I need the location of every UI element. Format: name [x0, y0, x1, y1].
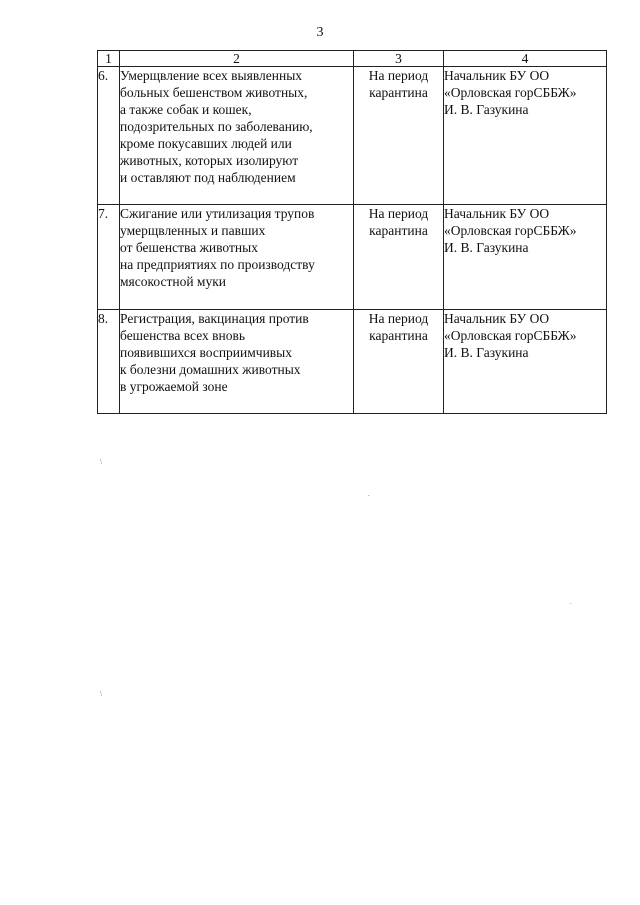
text-line: в угрожаемой зоне [120, 379, 228, 394]
text-line: карантина [369, 85, 428, 100]
text-line: от бешенства животных [120, 240, 258, 255]
table-row [98, 67, 607, 205]
measures-table [97, 50, 607, 414]
scan-speck: . [368, 490, 370, 498]
header-col-1: 1 [98, 51, 120, 67]
text-line: подозрительных по заболеванию, [120, 119, 313, 134]
text-line: И. В. Газукина [444, 240, 529, 255]
header-col-2: 2 [120, 51, 354, 67]
text-line: появившихся восприимчивых [120, 345, 292, 360]
scan-speck: \ [100, 690, 102, 698]
table-row [98, 310, 607, 414]
text-line: На период [368, 68, 429, 83]
measure-responsible [444, 205, 607, 310]
row-number: 7. [98, 205, 120, 310]
text-line: умерщвленных и павших [120, 223, 266, 238]
text-line: на предприятиях по производству [120, 257, 315, 272]
text-line: животных, которых изолируют [120, 153, 299, 168]
text-line: Начальник БУ ОО [444, 68, 550, 83]
header-col-3: 3 [354, 51, 444, 67]
text-line: кроме покусавших людей или [120, 136, 292, 151]
text-line: Регистрация, вакцинация против [120, 311, 309, 326]
measure-description [120, 205, 354, 310]
text-line: Умерщвление всех выявленных [120, 68, 303, 83]
text-line: а также собак и кошек, [120, 102, 252, 117]
text-line: карантина [369, 328, 428, 343]
text-line: На период [368, 311, 429, 326]
page-number: 3 [316, 25, 324, 40]
scan-speck: \ [100, 458, 102, 466]
text-line: На период [368, 206, 429, 221]
text-line: «Орловская горСББЖ» [444, 85, 577, 100]
text-line: Начальник БУ ОО [444, 311, 550, 326]
scan-speck: . [570, 598, 572, 606]
text-line: карантина [369, 223, 428, 238]
text-line: и оставляют под наблюдением [120, 170, 296, 185]
row-number: 6. [98, 67, 120, 205]
measure-term [354, 310, 444, 414]
text-line: «Орловская горСББЖ» [444, 328, 577, 343]
text-line: бешенства всех вновь [120, 328, 246, 343]
row-number: 8. [98, 310, 120, 414]
header-col-4: 4 [444, 51, 607, 67]
text-line: к болезни домашних животных [120, 362, 301, 377]
table-header-row [98, 51, 607, 67]
text-line: И. В. Газукина [444, 102, 529, 117]
text-line: И. В. Газукина [444, 345, 529, 360]
text-line: больных бешенством животных, [120, 85, 308, 100]
text-line: Начальник БУ ОО [444, 206, 550, 221]
text-line: мясокостной муки [120, 274, 226, 289]
measure-description [120, 310, 354, 414]
table-row [98, 205, 607, 310]
measure-responsible [444, 67, 607, 205]
measure-responsible [444, 310, 607, 414]
measure-term [354, 205, 444, 310]
text-line: «Орловская горСББЖ» [444, 223, 577, 238]
measure-term [354, 67, 444, 205]
measure-description [120, 67, 354, 205]
text-line: Сжигание или утилизация трупов [120, 206, 315, 221]
